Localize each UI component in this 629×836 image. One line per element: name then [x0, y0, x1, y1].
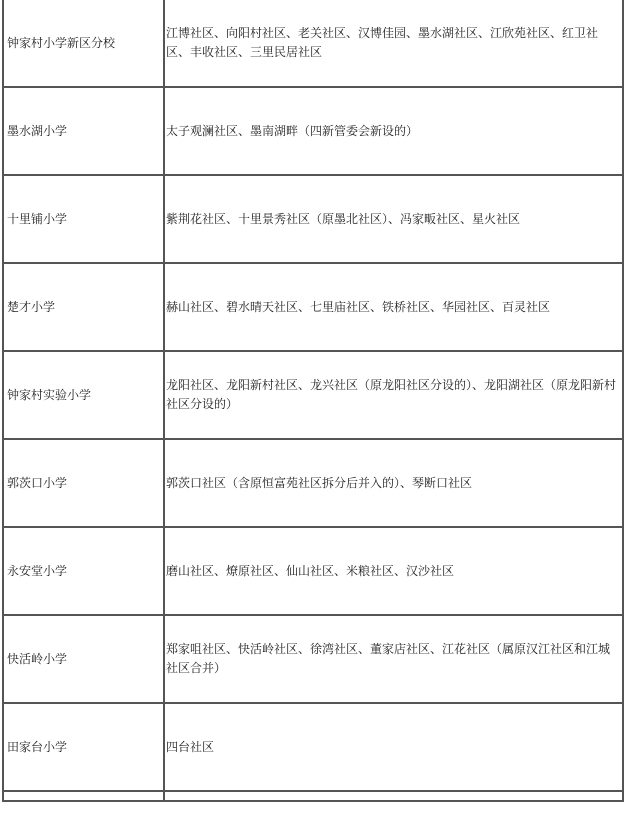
table-row [3, 703, 623, 791]
table-row [3, 175, 623, 263]
school-name-cell: 永安堂小学 [3, 527, 164, 615]
table-row-cutoff [3, 791, 623, 801]
school-name-cell: 墨水湖小学 [3, 87, 164, 175]
communities-cell: 郑家咀社区、快活岭社区、徐湾社区、董家店社区、江花社区（属原汉江社区和江城社区合并） [164, 615, 623, 703]
school-name-cell: 田家台小学 [3, 703, 164, 791]
school-name-cell: 钟家村实验小学 [3, 351, 164, 439]
empty-cell [3, 791, 164, 801]
school-name-cell: 郭茨口小学 [3, 439, 164, 527]
table-row [3, 351, 623, 439]
table-row [3, 439, 623, 527]
school-district-table [2, 0, 624, 802]
communities-cell: 江博社区、向阳村社区、老关社区、汉博佳园、墨水湖社区、江欣苑社区、红卫社区、丰收社区、三里民居社区 [164, 0, 623, 87]
empty-cell [164, 791, 623, 801]
school-name-cell: 十里铺小学 [3, 175, 164, 263]
communities-cell: 郭茨口社区（含原恒富苑社区拆分后并入的）、琴断口社区 [164, 439, 623, 527]
school-name-cell: 钟家村小学新区分校 [3, 0, 164, 87]
communities-cell: 紫荆花社区、十里景秀社区（原墨北社区）、冯家畈社区、星火社区 [164, 175, 623, 263]
communities-cell: 赫山社区、碧水晴天社区、七里庙社区、铁桥社区、华园社区、百灵社区 [164, 263, 623, 351]
school-name-cell: 楚才小学 [3, 263, 164, 351]
communities-cell: 磨山社区、燎原社区、仙山社区、米粮社区、汉沙社区 [164, 527, 623, 615]
school-name-cell: 快活岭小学 [3, 615, 164, 703]
table-row [3, 0, 623, 87]
table-row [3, 527, 623, 615]
table-row [3, 87, 623, 175]
table-row [3, 263, 623, 351]
communities-cell: 太子观澜社区、墨南湖畔（四新管委会新设的） [164, 87, 623, 175]
communities-cell: 龙阳社区、龙阳新村社区、龙兴社区（原龙阳社区分设的）、龙阳湖社区（原龙阳新村社区分设的） [164, 351, 623, 439]
table-row [3, 615, 623, 703]
communities-cell: 四台社区 [164, 703, 623, 791]
